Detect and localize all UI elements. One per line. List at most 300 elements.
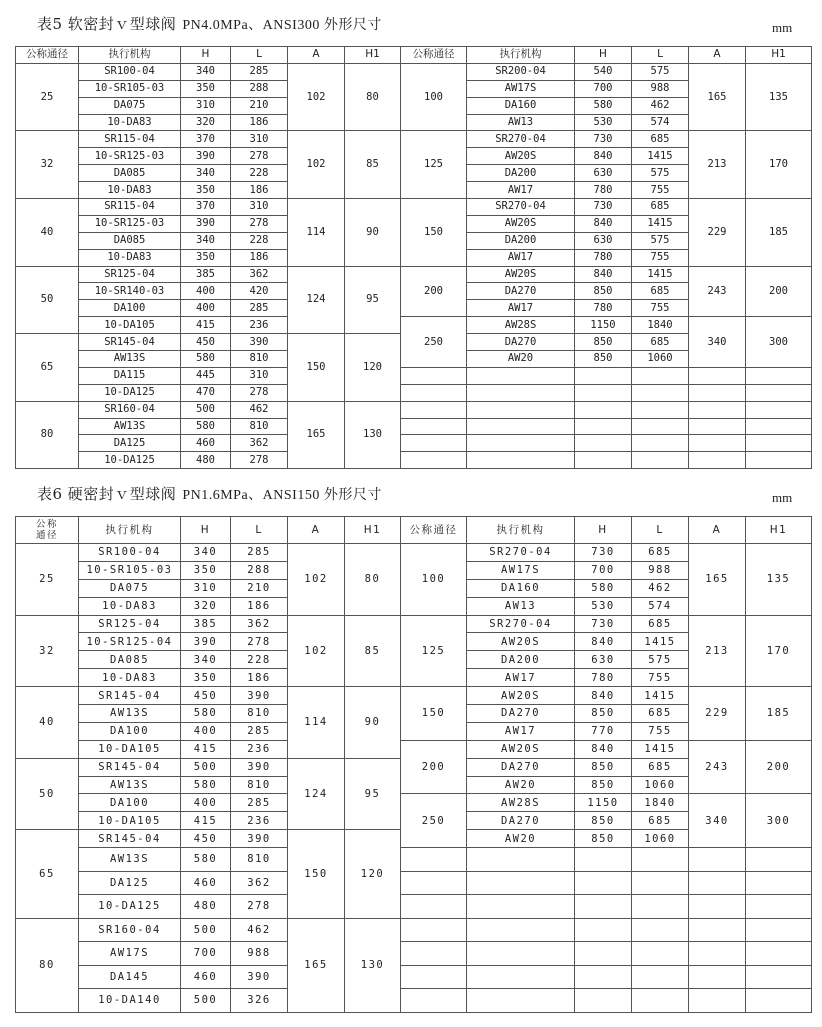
actuator-cell: SR125-04 <box>79 266 181 283</box>
empty-cell <box>746 418 812 435</box>
actuator-cell: DA100 <box>79 794 181 812</box>
column-header: A <box>689 47 746 64</box>
empty-cell <box>632 918 689 942</box>
actuator-cell: DA145 <box>79 965 181 989</box>
actuator-cell: AW17 <box>467 182 575 199</box>
l-cell: 462 <box>231 401 288 418</box>
h1-cell: 300 <box>746 794 812 848</box>
l-cell: 685 <box>632 131 689 148</box>
empty-cell <box>632 848 689 872</box>
empty-cell <box>575 384 632 401</box>
l-cell: 390 <box>231 334 288 351</box>
actuator-cell: SR115-04 <box>79 199 181 216</box>
header-row <box>16 517 812 544</box>
l-cell: 1415 <box>632 687 689 705</box>
h1-cell: 95 <box>345 266 401 334</box>
h-cell: 320 <box>181 597 231 615</box>
l-cell: 685 <box>632 199 689 216</box>
a-cell: 229 <box>689 687 746 741</box>
actuator-cell: SR100-04 <box>79 63 181 80</box>
a-cell: 102 <box>288 131 345 199</box>
l-cell: 390 <box>231 687 288 705</box>
l-cell: 810 <box>231 776 288 794</box>
h-cell: 350 <box>181 561 231 579</box>
empty-cell <box>575 367 632 384</box>
l-cell: 462 <box>632 579 689 597</box>
table-row <box>16 871 812 895</box>
a-cell: 165 <box>689 544 746 616</box>
nominal-diameter-cell: 65 <box>16 830 79 918</box>
column-header: L <box>231 47 288 64</box>
empty-cell <box>575 989 632 1013</box>
actuator-cell: DA160 <box>467 579 575 597</box>
empty-cell <box>689 942 746 966</box>
table-row <box>16 266 812 283</box>
nominal-diameter-cell: 50 <box>16 758 79 830</box>
actuator-cell: AW13S <box>79 418 181 435</box>
table-row <box>16 687 812 705</box>
actuator-cell: DA125 <box>79 871 181 895</box>
empty-cell <box>575 942 632 966</box>
nominal-diameter-cell: 32 <box>16 615 79 687</box>
actuator-cell: 10-DA140 <box>79 989 181 1013</box>
empty-cell <box>689 895 746 919</box>
h-cell: 350 <box>181 249 231 266</box>
l-cell: 186 <box>231 182 288 199</box>
actuator-cell: AW13 <box>467 597 575 615</box>
actuator-cell: AW17S <box>79 942 181 966</box>
a-cell: 165 <box>288 918 345 1012</box>
h-cell: 580 <box>181 776 231 794</box>
actuator-cell: 10-SR125-04 <box>79 633 181 651</box>
table6-unit: mm <box>772 490 793 505</box>
empty-cell <box>632 895 689 919</box>
empty-cell <box>746 918 812 942</box>
column-header: A <box>288 517 345 544</box>
empty-cell <box>401 367 467 384</box>
empty-cell <box>575 452 632 469</box>
column-header: 执行机构 <box>79 47 181 64</box>
empty-cell <box>467 401 575 418</box>
empty-cell <box>401 418 467 435</box>
nominal-diameter-cell: 80 <box>16 401 79 469</box>
empty-cell <box>632 367 689 384</box>
a-cell: 213 <box>689 615 746 687</box>
l-cell: 575 <box>632 232 689 249</box>
empty-cell <box>575 895 632 919</box>
empty-cell <box>467 965 575 989</box>
nominal-diameter-cell: 250 <box>401 317 467 368</box>
empty-cell <box>689 401 746 418</box>
actuator-cell: SR145-04 <box>79 758 181 776</box>
h-cell: 470 <box>181 384 231 401</box>
h-cell: 700 <box>575 80 632 97</box>
empty-cell <box>746 895 812 919</box>
actuator-cell: 10-DA105 <box>79 317 181 334</box>
actuator-cell: SR200-04 <box>467 63 575 80</box>
empty-cell <box>689 418 746 435</box>
h-cell: 840 <box>575 266 632 283</box>
empty-cell <box>746 452 812 469</box>
h-cell: 840 <box>575 740 632 758</box>
l-cell: 228 <box>231 165 288 182</box>
actuator-cell: AW28S <box>467 794 575 812</box>
l-cell: 574 <box>632 597 689 615</box>
column-header: 执行机构 <box>467 47 575 64</box>
a-cell: 124 <box>288 266 345 334</box>
l-cell: 285 <box>231 63 288 80</box>
l-cell: 228 <box>231 651 288 669</box>
l-cell: 236 <box>231 812 288 830</box>
h-cell: 780 <box>575 249 632 266</box>
l-cell: 685 <box>632 334 689 351</box>
actuator-cell: AW13S <box>79 705 181 723</box>
empty-cell <box>689 384 746 401</box>
l-cell: 278 <box>231 215 288 232</box>
a-cell: 165 <box>689 63 746 131</box>
empty-cell <box>689 871 746 895</box>
l-cell: 810 <box>231 848 288 872</box>
h1-cell: 200 <box>746 266 812 317</box>
actuator-cell: AW17 <box>467 722 575 740</box>
h-cell: 310 <box>181 579 231 597</box>
actuator-cell: 10-DA105 <box>79 812 181 830</box>
actuator-cell: AW13S <box>79 351 181 368</box>
l-cell: 462 <box>231 918 288 942</box>
h-cell: 730 <box>575 131 632 148</box>
column-header: H <box>575 47 632 64</box>
l-cell: 285 <box>231 722 288 740</box>
column-header: 公称 通径 <box>16 517 79 544</box>
h-cell: 390 <box>181 215 231 232</box>
a-cell: 124 <box>288 758 345 830</box>
actuator-cell: DA200 <box>467 165 575 182</box>
column-header: L <box>632 517 689 544</box>
l-cell: 210 <box>231 579 288 597</box>
h-cell: 415 <box>181 317 231 334</box>
column-header: 公称通径 <box>401 517 467 544</box>
actuator-cell: SR160-04 <box>79 918 181 942</box>
table-row <box>16 848 812 872</box>
h-cell: 350 <box>181 182 231 199</box>
empty-cell <box>689 367 746 384</box>
column-header: L <box>231 517 288 544</box>
table-row <box>16 317 812 334</box>
l-cell: 462 <box>632 97 689 114</box>
empty-cell <box>401 435 467 452</box>
h1-cell: 130 <box>345 918 401 1012</box>
empty-cell <box>632 942 689 966</box>
nominal-diameter-cell: 32 <box>16 131 79 199</box>
l-cell: 988 <box>632 561 689 579</box>
l-cell: 285 <box>231 300 288 317</box>
l-cell: 362 <box>231 266 288 283</box>
column-header: L <box>632 47 689 64</box>
a-cell: 102 <box>288 544 345 616</box>
table5-unit: mm <box>772 20 793 35</box>
l-cell: 575 <box>632 651 689 669</box>
l-cell: 390 <box>231 758 288 776</box>
l-cell: 285 <box>231 544 288 562</box>
empty-cell <box>401 965 467 989</box>
table-row <box>16 367 812 384</box>
actuator-cell: DA270 <box>467 283 575 300</box>
l-cell: 1060 <box>632 776 689 794</box>
empty-cell <box>746 435 812 452</box>
table6-title-spec: PN1.6MPa、ANSI150 外形尺寸 <box>182 488 382 503</box>
table-row <box>16 794 812 812</box>
actuator-cell: AW17S <box>467 80 575 97</box>
column-header: H1 <box>345 47 401 64</box>
h-cell: 340 <box>181 651 231 669</box>
empty-cell <box>575 848 632 872</box>
l-cell: 288 <box>231 561 288 579</box>
actuator-cell: DA160 <box>467 97 575 114</box>
actuator-cell: AW28S <box>467 317 575 334</box>
h-cell: 850 <box>575 334 632 351</box>
l-cell: 755 <box>632 722 689 740</box>
h-cell: 415 <box>181 740 231 758</box>
table-row <box>16 895 812 919</box>
h-cell: 480 <box>181 452 231 469</box>
l-cell: 288 <box>231 80 288 97</box>
column-header: H1 <box>746 517 812 544</box>
actuator-cell: SR270-04 <box>467 544 575 562</box>
l-cell: 685 <box>632 705 689 723</box>
empty-cell <box>401 848 467 872</box>
empty-cell <box>467 384 575 401</box>
empty-cell <box>689 452 746 469</box>
l-cell: 1415 <box>632 266 689 283</box>
a-cell: 243 <box>689 266 746 317</box>
l-cell: 278 <box>231 633 288 651</box>
empty-cell <box>401 452 467 469</box>
nominal-diameter-cell: 125 <box>401 615 467 687</box>
actuator-cell: 10-SR105-03 <box>79 561 181 579</box>
a-cell: 114 <box>288 687 345 759</box>
actuator-cell: 10-SR125-03 <box>79 215 181 232</box>
h-cell: 580 <box>181 848 231 872</box>
actuator-cell: DA270 <box>467 705 575 723</box>
h-cell: 530 <box>575 114 632 131</box>
h-cell: 500 <box>181 989 231 1013</box>
l-cell: 278 <box>231 452 288 469</box>
h-cell: 580 <box>181 418 231 435</box>
h-cell: 700 <box>181 942 231 966</box>
a-cell: 243 <box>689 740 746 794</box>
l-cell: 278 <box>231 384 288 401</box>
actuator-cell: 10-DA125 <box>79 452 181 469</box>
empty-cell <box>746 401 812 418</box>
h-cell: 530 <box>575 597 632 615</box>
actuator-cell: DA125 <box>79 435 181 452</box>
empty-cell <box>632 871 689 895</box>
column-header: H <box>181 517 231 544</box>
h-cell: 400 <box>181 722 231 740</box>
column-header: 执行机构 <box>467 517 575 544</box>
l-cell: 236 <box>231 317 288 334</box>
l-cell: 1415 <box>632 148 689 165</box>
table6-title <box>37 483 382 504</box>
h-cell: 310 <box>181 97 231 114</box>
h-cell: 850 <box>575 283 632 300</box>
h-cell: 700 <box>575 561 632 579</box>
empty-cell <box>689 918 746 942</box>
h1-cell: 120 <box>345 334 401 402</box>
nominal-diameter-cell: 100 <box>401 63 467 131</box>
a-cell: 165 <box>288 401 345 469</box>
actuator-cell: AW20S <box>467 687 575 705</box>
nominal-diameter-cell: 200 <box>401 740 467 794</box>
nominal-diameter-cell: 40 <box>16 687 79 759</box>
empty-cell <box>575 918 632 942</box>
l-cell: 1060 <box>632 351 689 368</box>
empty-cell <box>632 452 689 469</box>
h1-cell: 200 <box>746 740 812 794</box>
h-cell: 580 <box>575 97 632 114</box>
l-cell: 685 <box>632 283 689 300</box>
empty-cell <box>746 384 812 401</box>
h-cell: 780 <box>575 182 632 199</box>
h-cell: 445 <box>181 367 231 384</box>
h-cell: 500 <box>181 758 231 776</box>
table5-title <box>37 13 382 34</box>
h-cell: 415 <box>181 812 231 830</box>
h1-cell: 135 <box>746 63 812 131</box>
l-cell: 988 <box>632 80 689 97</box>
empty-cell <box>467 989 575 1013</box>
l-cell: 1060 <box>632 830 689 848</box>
h-cell: 500 <box>181 401 231 418</box>
l-cell: 685 <box>632 544 689 562</box>
actuator-cell: AW20 <box>467 351 575 368</box>
actuator-cell: DA270 <box>467 758 575 776</box>
actuator-cell: AW13S <box>79 776 181 794</box>
actuator-cell: SR270-04 <box>467 615 575 633</box>
l-cell: 755 <box>632 182 689 199</box>
l-cell: 210 <box>231 97 288 114</box>
h-cell: 350 <box>181 669 231 687</box>
actuator-cell: SR270-04 <box>467 199 575 216</box>
actuator-cell: AW17S <box>467 561 575 579</box>
h-cell: 500 <box>181 918 231 942</box>
actuator-cell: DA085 <box>79 165 181 182</box>
h-cell: 400 <box>181 283 231 300</box>
h-cell: 480 <box>181 895 231 919</box>
l-cell: 988 <box>231 942 288 966</box>
table-row <box>16 63 812 80</box>
l-cell: 228 <box>231 232 288 249</box>
h-cell: 1150 <box>575 794 632 812</box>
empty-cell <box>746 848 812 872</box>
empty-cell <box>467 435 575 452</box>
column-header: H <box>181 47 231 64</box>
l-cell: 755 <box>632 249 689 266</box>
actuator-cell: AW20S <box>467 266 575 283</box>
h-cell: 390 <box>181 148 231 165</box>
column-header: H <box>575 517 632 544</box>
a-cell: 150 <box>288 334 345 402</box>
h-cell: 580 <box>181 351 231 368</box>
empty-cell <box>467 895 575 919</box>
empty-cell <box>689 989 746 1013</box>
h-cell: 400 <box>181 300 231 317</box>
header-row <box>16 47 812 64</box>
empty-cell <box>632 418 689 435</box>
empty-cell <box>467 918 575 942</box>
actuator-cell: DA075 <box>79 579 181 597</box>
h-cell: 850 <box>575 351 632 368</box>
h1-cell: 170 <box>746 615 812 687</box>
empty-cell <box>401 942 467 966</box>
l-cell: 186 <box>231 114 288 131</box>
table5-title-label: 表5 软密封ｖ型球阀 <box>37 15 177 33</box>
h-cell: 400 <box>181 794 231 812</box>
actuator-cell: AW17 <box>467 249 575 266</box>
h-cell: 460 <box>181 435 231 452</box>
actuator-cell: 10-DA83 <box>79 597 181 615</box>
empty-cell <box>575 965 632 989</box>
h1-cell: 85 <box>345 615 401 687</box>
h1-cell: 120 <box>345 830 401 918</box>
l-cell: 1840 <box>632 794 689 812</box>
l-cell: 285 <box>231 794 288 812</box>
empty-cell <box>575 435 632 452</box>
h-cell: 580 <box>575 579 632 597</box>
l-cell: 362 <box>231 871 288 895</box>
h1-cell: 95 <box>345 758 401 830</box>
empty-cell <box>746 367 812 384</box>
h-cell: 450 <box>181 334 231 351</box>
l-cell: 362 <box>231 615 288 633</box>
nominal-diameter-cell: 25 <box>16 544 79 616</box>
table-row <box>16 418 812 435</box>
actuator-cell: AW20 <box>467 776 575 794</box>
a-cell: 340 <box>689 317 746 368</box>
actuator-cell: 10-DA83 <box>79 182 181 199</box>
empty-cell <box>401 871 467 895</box>
nominal-diameter-cell: 40 <box>16 199 79 267</box>
nominal-diameter-cell: 150 <box>401 687 467 741</box>
l-cell: 390 <box>231 965 288 989</box>
actuator-cell: AW17 <box>467 300 575 317</box>
actuator-cell: DA200 <box>467 651 575 669</box>
column-header: H1 <box>345 517 401 544</box>
table-row <box>16 435 812 452</box>
h-cell: 460 <box>181 871 231 895</box>
empty-cell <box>575 401 632 418</box>
h1-cell: 90 <box>345 199 401 267</box>
l-cell: 278 <box>231 895 288 919</box>
l-cell: 755 <box>632 669 689 687</box>
nominal-diameter-cell: 25 <box>16 63 79 131</box>
table6 <box>15 516 812 1013</box>
table-row <box>16 615 812 633</box>
column-header: 执行机构 <box>79 517 181 544</box>
a-cell: 102 <box>288 63 345 131</box>
empty-cell <box>467 871 575 895</box>
h-cell: 370 <box>181 199 231 216</box>
actuator-cell: DA270 <box>467 334 575 351</box>
empty-cell <box>575 418 632 435</box>
nominal-diameter-cell: 250 <box>401 794 467 848</box>
l-cell: 810 <box>231 705 288 723</box>
h-cell: 780 <box>575 669 632 687</box>
actuator-cell: 10-DA83 <box>79 669 181 687</box>
h-cell: 840 <box>575 687 632 705</box>
actuator-cell: 10-SR140-03 <box>79 283 181 300</box>
l-cell: 310 <box>231 131 288 148</box>
